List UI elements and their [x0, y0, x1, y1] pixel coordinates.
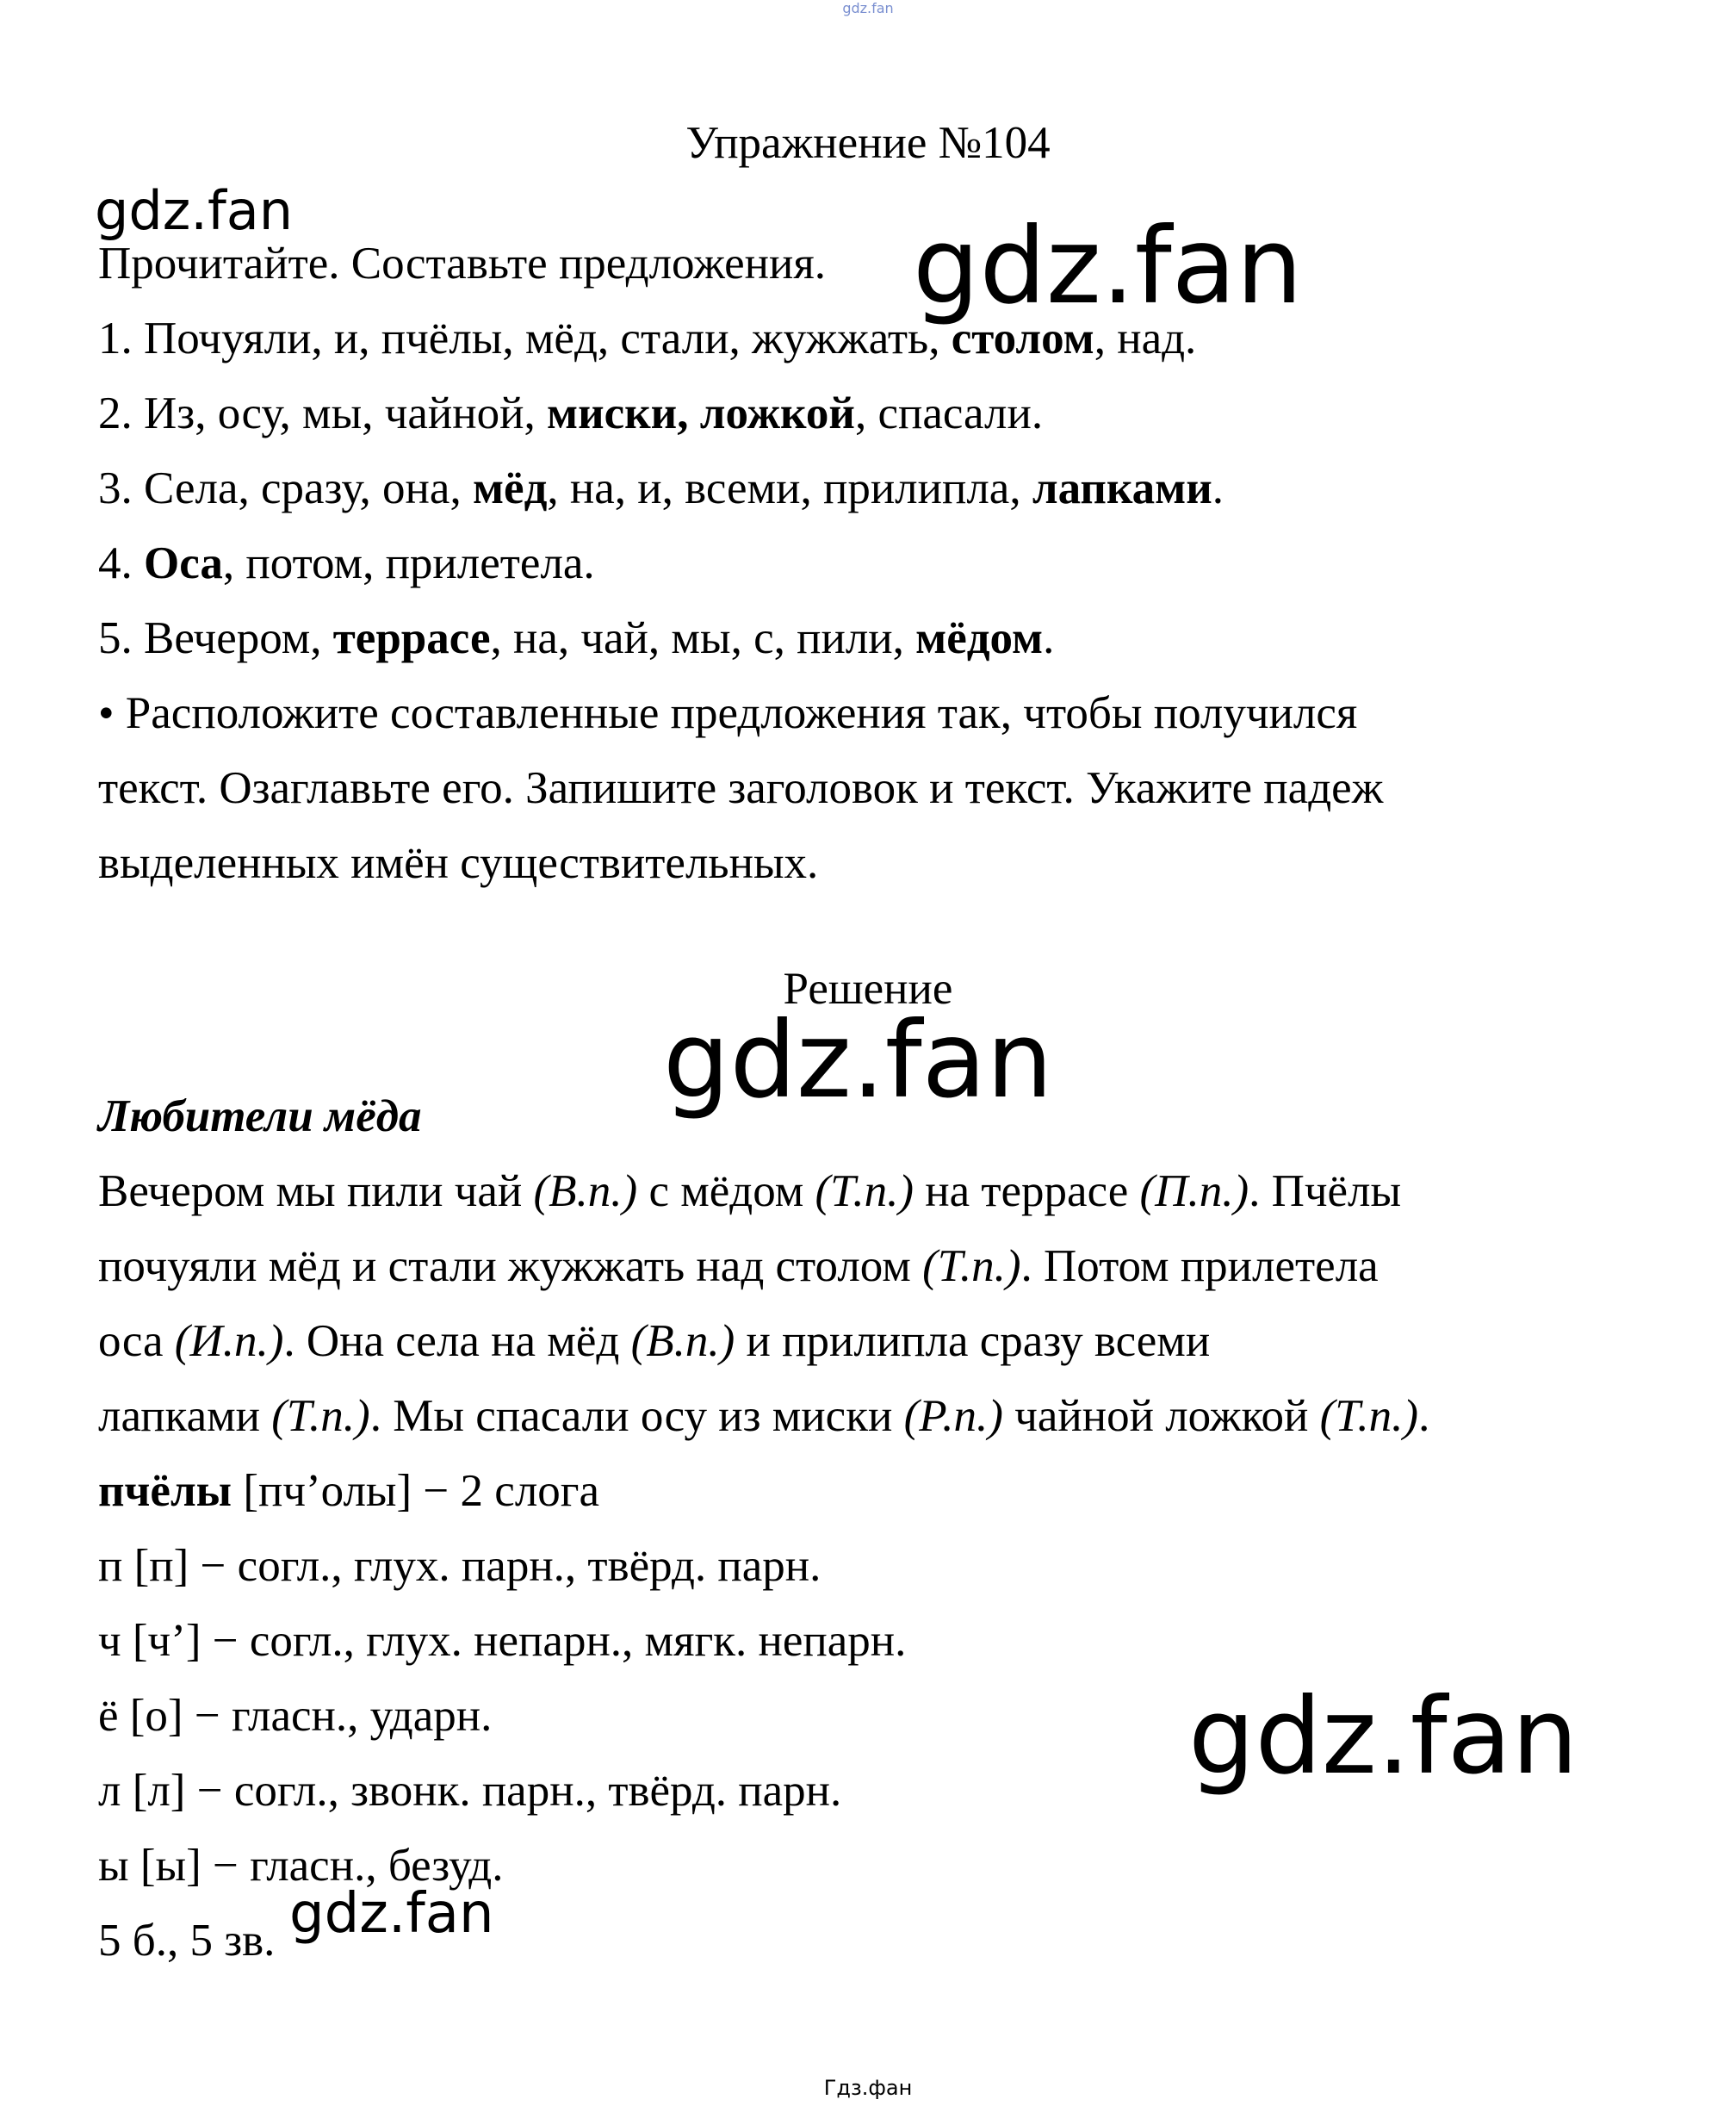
solution-title: Любители мёда [98, 1091, 422, 1141]
task-line-1: • Расположите составленные предложения так, чтобы получился [98, 688, 1358, 738]
solution-line-4: лапками (Т.п.). Мы спасали осу из миски (Р.п.) чайной ложкой (Т.п.). [98, 1391, 1430, 1441]
watermark-large-3: gdz.fan [1188, 1675, 1578, 1798]
top-watermark: gdz.fan [842, 0, 894, 16]
task-line-2: текст. Озаглавьте его. Запишите заголовок и текст. Укажите падеж [98, 763, 1384, 813]
task-line-3: выделенных имён существительных. [98, 838, 819, 888]
solution-line-3: оса (И.п.). Она села на мёд (В.п.) и прилипла сразу всеми [98, 1316, 1211, 1366]
exercise-item-3: 3. Села, сразу, она, мёд, на, и, всеми, прилипла, лапками. [98, 463, 1224, 513]
sound-line-1: п [п] − согл., глух. парн., твёрд. парн. [98, 1541, 822, 1591]
sound-line-3: ё [о] − гласн., ударн. [98, 1691, 493, 1741]
watermark-large-1: gdz.fan [913, 205, 1303, 327]
solution-line-2: почуяли мёд и стали жужжать над столом (Т.п.). Потом прилетела [98, 1241, 1379, 1291]
sound-line-4: л [л] − согл., звонк. парн., твёрд. парн. [98, 1766, 842, 1816]
exercise-item-4: 4. Оса, потом, прилетела. [98, 538, 595, 588]
watermark-large-2: gdz.fan [663, 999, 1053, 1121]
watermark-small-bottom: gdz.fan [289, 1882, 494, 1946]
sound-summary: 5 б., 5 зв. [98, 1916, 276, 1966]
sound-line-5: ы [ы] − гласн., безуд. [98, 1841, 504, 1891]
exercise-title: Упражнение №104 [685, 118, 1051, 168]
exercise-item-5: 5. Вечером, террасе, на, чай, мы, с, пили, мёдом. [98, 613, 1055, 663]
exercise-instruction: Прочитайте. Составьте предложения. [98, 239, 827, 289]
exercise-item-2: 2. Из, осу, мы, чайной, миски, ложкой, спасали. [98, 388, 1044, 438]
solution-line-1: Вечером мы пили чай (В.п.) с мёдом (Т.п.) на террасе (П.п.). Пчёлы [98, 1166, 1402, 1216]
solution-heading: Решение [783, 964, 953, 1014]
word-analysis-header: пчёлы [пч’олы] − 2 слога [98, 1466, 600, 1516]
exercise-item-1: 1. Почуяли, и, пчёлы, мёд, стали, жужжать, столом, над. [98, 314, 1197, 363]
sound-line-2: ч [ч’] − согл., глух. непарн., мягк. непарн. [98, 1616, 907, 1666]
bottom-watermark: Гдз.фан [823, 2076, 913, 2100]
watermark-small-left: gdz.fan [95, 179, 294, 242]
